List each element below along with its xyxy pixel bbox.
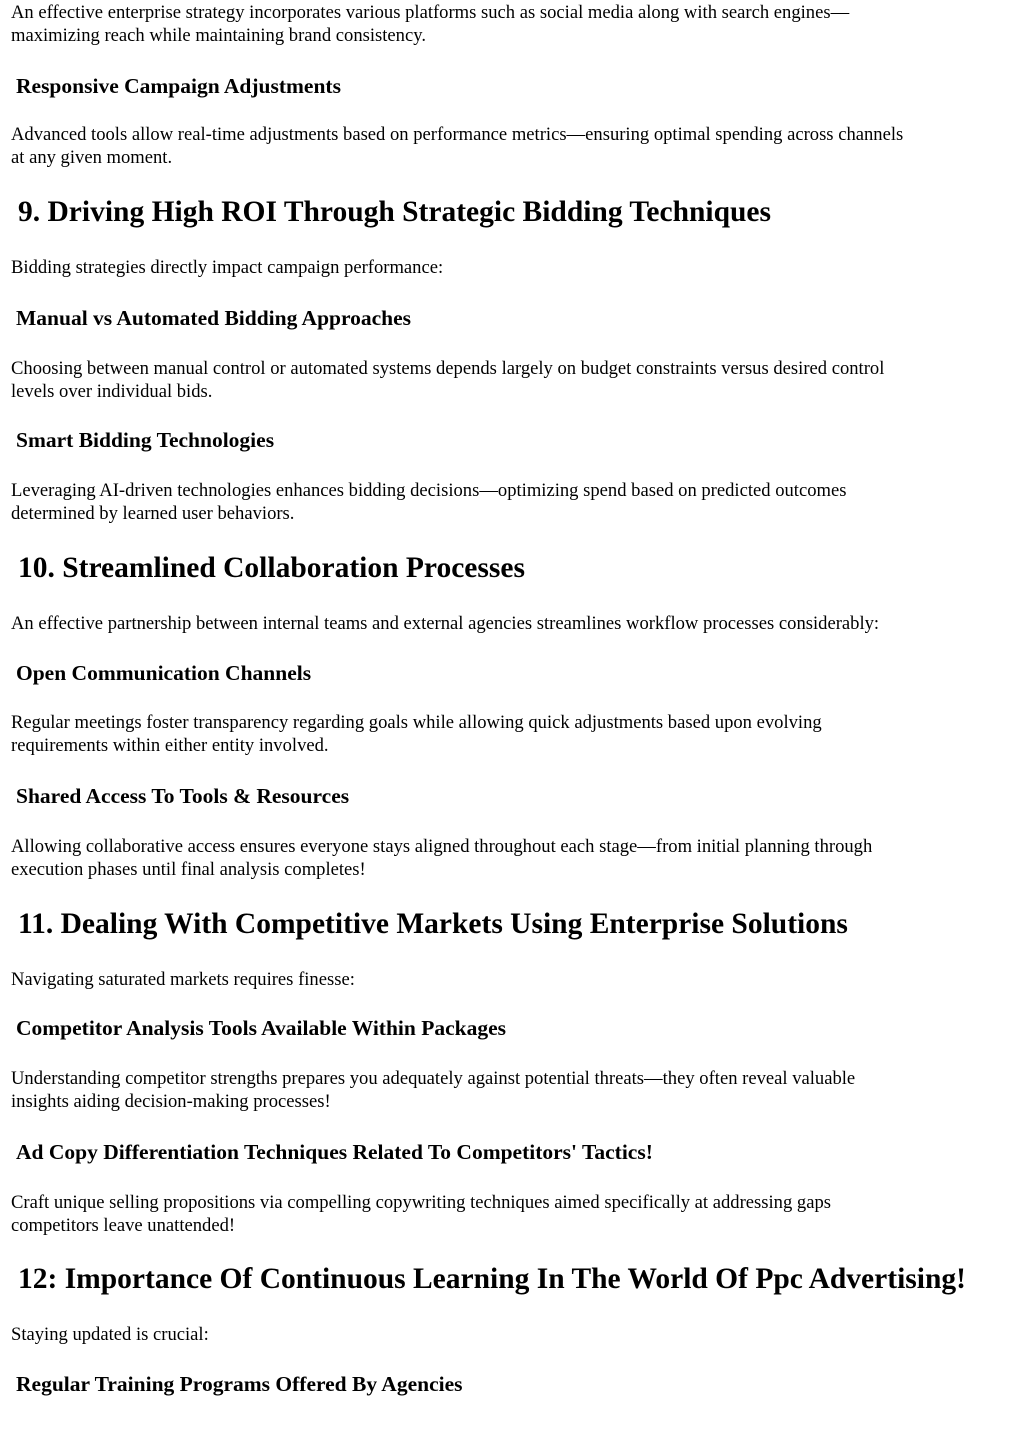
paragraph-continuous-learning-intro: Staying updated is crucial:	[11, 1324, 209, 1345]
paragraph-competitive-intro: Navigating saturated markets requires finesse:	[11, 969, 355, 990]
subheading-open-communication: Open Communication Channels	[16, 661, 312, 685]
subheading-manual-vs-automated: Manual vs Automated Bidding Approaches	[16, 306, 412, 330]
paragraph-collaboration-intro: An effective partnership between internal teams and external agencies streamlines workflow processes considerably:	[11, 613, 880, 634]
paragraph-competitor-analysis: Understanding competitor strengths prepares you adequately against potential threats—they often reveal valuable insights aiding decision-making processes!	[11, 1068, 856, 1112]
heading-section-10: 10. Streamlined Collaboration Processes	[18, 552, 525, 584]
paragraph-responsive-adjustments: Advanced tools allow real-time adjustments based on performance metrics—ensuring optimal spending across channels at any given moment.	[11, 124, 904, 168]
subheading-shared-access: Shared Access To Tools & Resources	[16, 784, 350, 808]
subheading-smart-bidding: Smart Bidding Technologies	[16, 428, 275, 452]
heading-section-11: 11. Dealing With Competitive Markets Using Enterprise Solutions	[18, 908, 848, 940]
subheading-responsive-adjustments: Responsive Campaign Adjustments	[16, 74, 341, 98]
paragraph-bidding-intro: Bidding strategies directly impact campaign performance:	[11, 257, 444, 278]
paragraph-smart-bidding: Leveraging AI-driven technologies enhances bidding decisions—optimizing spend based on predicted outcomes determined by learned user behaviors.	[11, 480, 847, 524]
heading-section-9: 9. Driving High ROI Through Strategic Bidding Techniques	[18, 196, 771, 228]
subheading-training-programs: Regular Training Programs Offered By Agencies	[16, 1372, 463, 1396]
paragraph-shared-access: Allowing collaborative access ensures everyone stays aligned throughout each stage—from initial planning through execution phases until final analysis completes!	[11, 836, 873, 880]
heading-section-12: 12: Importance Of Continuous Learning In The World Of Ppc Advertising!	[18, 1263, 966, 1295]
subheading-competitor-analysis: Competitor Analysis Tools Available Within Packages	[16, 1016, 507, 1040]
subheading-ad-copy-differentiation: Ad Copy Differentiation Techniques Related To Competitors' Tactics!	[16, 1140, 653, 1164]
paragraph-open-communication: Regular meetings foster transparency regarding goals while allowing quick adjustments based upon evolving requirements within either entity involved.	[11, 712, 822, 756]
paragraph-manual-vs-automated: Choosing between manual control or automated systems depends largely on budget constraints versus desired control levels over individual bids.	[11, 358, 885, 402]
paragraph-omnichannel-strategy: An effective enterprise strategy incorporates various platforms such as social media along with search engines— maximizing reach while maintaining brand consistency.	[11, 2, 850, 46]
paragraph-ad-copy-differentiation: Craft unique selling propositions via compelling copywriting techniques aimed specifically at addressing gaps competitors leave unattended!	[11, 1192, 832, 1236]
